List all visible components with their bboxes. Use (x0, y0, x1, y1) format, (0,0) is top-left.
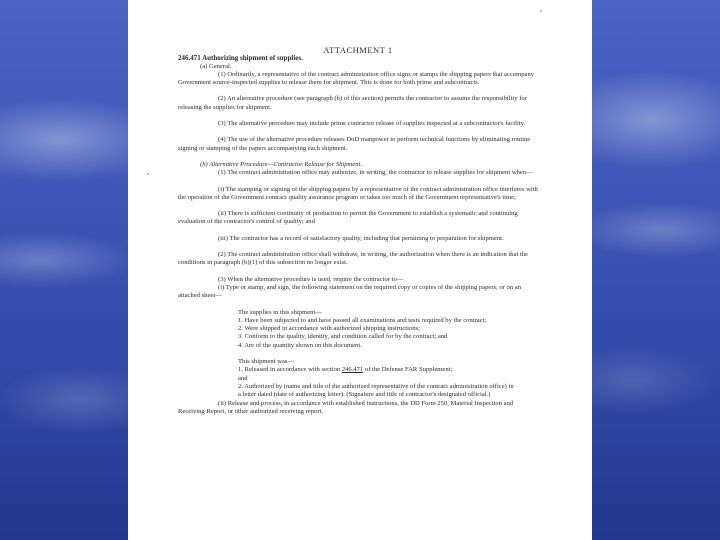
page-speck (540, 10, 542, 12)
document-page (128, 0, 592, 540)
paragraph-b-heading: (b) Alternative Procedure—Contractor Release for Shipment. (200, 160, 363, 168)
statement-item-4: 4. Are of the quantity shown on this document. (238, 341, 362, 349)
shipment-intro: This shipment was— (238, 358, 295, 366)
background-left-panel (0, 0, 130, 540)
shipment-item-1 (238, 366, 518, 374)
paragraph-b3-ii: (ii) Release and process, in accordance with established instructions, the DD Form 250, Material Inspection and Receiving Report, or other authorized receiving report. (178, 399, 514, 415)
shipment-and: and (238, 374, 248, 382)
paragraph-b3-i: (i) Type or stamp, and sign, the following statement on the required copy or copies of the shipping papers, or on an attached sheet— (178, 283, 522, 300)
paragraph-a2: (2) An alternative procedure (see paragraph (b) of this section) permits the contractor to assume the responsibility for releasing the supplies for shipment. (178, 95, 527, 111)
paragraph-b1-ii: (ii) There is sufficient continuity of production to permit the Government to establish a systematic and continuing evaluation of the contractor's control of quality; and (178, 210, 518, 226)
document-content (178, 46, 538, 416)
paragraph-a-heading: (a) General. (200, 62, 232, 70)
section-heading: 246.471 Authorizing shipment of supplies. (178, 54, 303, 63)
paragraph-a1: (1) Ordinarily, a representative of the contract administration office signs or stamps the shipping papers that accompany Government source-inspected supplies to release them for shipment. This is done for both prime and subcontracts. (178, 70, 535, 87)
paragraph-a3: (3) The alternative procedure may include prime contractor release of supplies inspected at a subcontractor's facility. (218, 120, 526, 128)
paragraph-b1-iii: (iii) The contractor has a record of satisfactory quality, including that pertaining to preparation for shipment. (218, 234, 504, 242)
release-statement (238, 309, 518, 400)
shipment-section-ref: 246.471 (341, 366, 364, 374)
paragraph-b1-i: (i) The stamping or signing of the shipping papers by a representative of the contract administration office interferes with the operation of the Government contract quality assurance program or takes too much of the Government representative's time; (178, 185, 538, 201)
shipment-item-2: 2. Authorized by (name and title of the authorized representative of the contract administration office) in a letter dated (date of authorizing letter). (Signature and title of contractor's designated official.) (238, 382, 514, 399)
paragraph-b3: (3) When the alternative procedure is used, require the contractor to— (218, 275, 404, 283)
shipment-item-1-text: 1. Released in accordance with section (238, 366, 342, 374)
paragraph-b2: (2) The contract administration office shall withdraw, in writing, the authorization when there is an indication that the conditions in paragraph (b)(1) of this subsection no longer exist. (178, 251, 529, 267)
statement-item-1: 1. Have been subjected to and have passed all examinations and tests required by the contract; (238, 316, 487, 324)
shipment-item-1-tail: of the Defense FAR Supplement; (363, 366, 453, 374)
statement-item-2: 2. Were shipped in accordance with authorized shipping instructions; (238, 325, 420, 333)
document-title: ATTACHMENT 1 (323, 45, 393, 55)
statement-item-3: 3. Conform to the quality, identity, and condition called for by the contract; and (238, 333, 448, 341)
statement-intro: The supplies in this shipment— (238, 308, 322, 316)
paragraph-a4: (4) The use of the alternative procedure releases DoD manpower to perform technical functions by eliminating routine signing or stamping of the papers accompanying each shipment. (178, 136, 531, 152)
background-right-panel (592, 0, 720, 540)
paragraph-b1: (1) The contract administration office may authorize, in writing, the contractor to release supplies for shipment when— (218, 169, 533, 177)
page-speck (147, 173, 149, 175)
